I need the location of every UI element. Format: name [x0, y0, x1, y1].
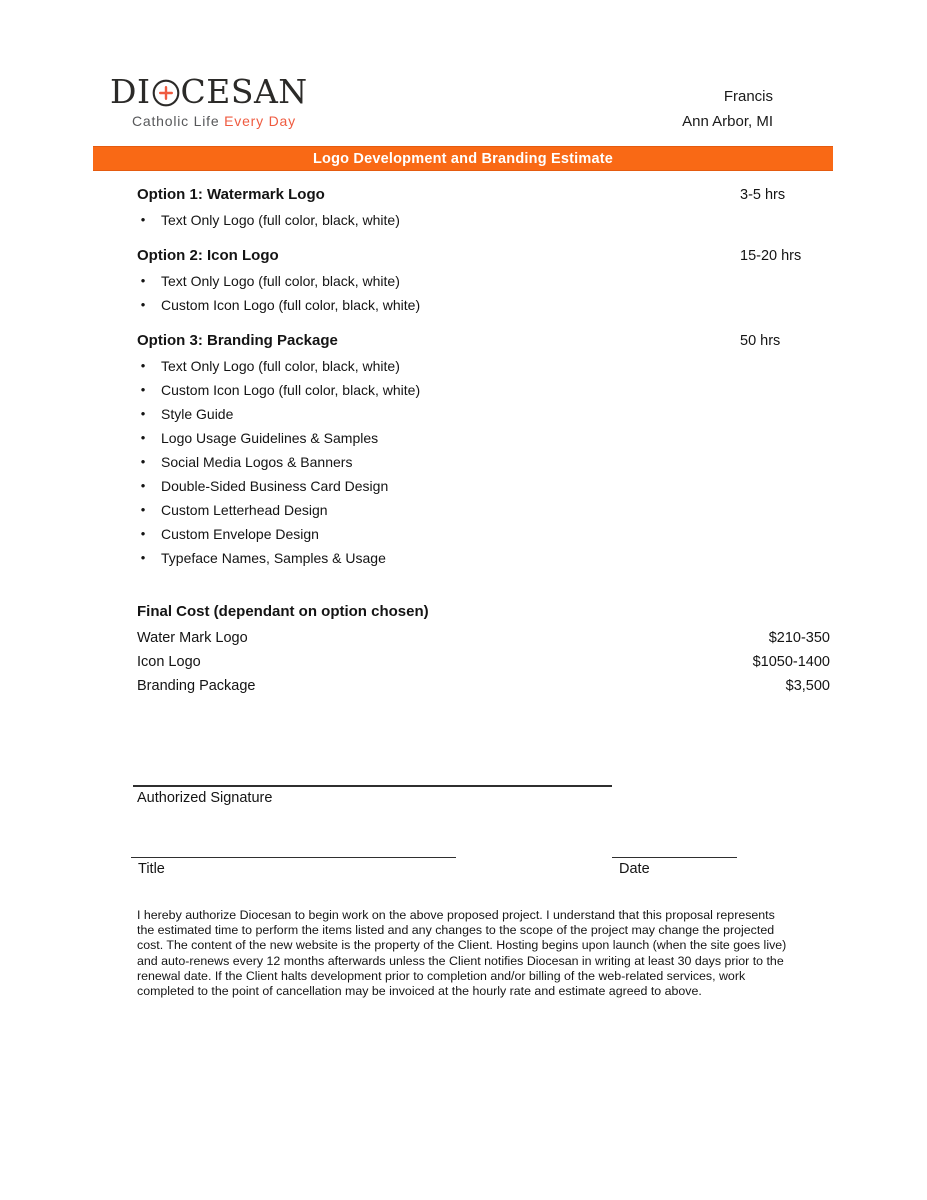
option-items [137, 354, 830, 570]
date-label: Date [619, 861, 650, 877]
bullet-dot-icon: • [140, 273, 146, 288]
bullet-dot-icon: • [140, 454, 146, 469]
title-signature-block [131, 857, 456, 880]
diocesan-logo-wordmark [110, 72, 308, 111]
banner-title: Logo Development and Branding Estimate [312, 150, 614, 167]
final-cost-row [137, 650, 830, 674]
option-section-1 [137, 185, 830, 232]
option-heading-row [137, 331, 830, 351]
option-item [137, 474, 830, 498]
option-item-text: Text Only Logo (full color, black, white) [161, 273, 400, 289]
option-items [137, 208, 830, 232]
logo-tagline [110, 113, 308, 129]
option-item-text: Typeface Names, Samples & Usage [161, 550, 386, 566]
client-info [682, 84, 773, 134]
option-hours: 3-5 hrs [740, 187, 786, 203]
logo-tagline-plain: Catholic Life [132, 113, 225, 129]
title-label: Title [138, 861, 165, 877]
bullet-dot-icon: • [140, 478, 146, 493]
cost-item-label: Water Mark Logo [137, 630, 248, 646]
option-item [137, 426, 830, 450]
option-section-3 [137, 331, 830, 570]
client-name: Francis [723, 88, 773, 105]
cost-item-price: $210-350 [768, 630, 830, 646]
bullet-dot-icon: • [140, 382, 146, 397]
option-item-text: Style Guide [161, 406, 234, 422]
option-item [137, 498, 830, 522]
date-signature-block [612, 857, 737, 880]
option-title: Option 1: Watermark Logo [137, 186, 325, 203]
option-item-text: Custom Letterhead Design [161, 502, 328, 518]
authorized-signature-block [133, 785, 612, 809]
option-item-text: Text Only Logo (full color, black, white) [161, 358, 400, 374]
authorized-signature-label: Authorized Signature [137, 790, 273, 806]
bullet-dot-icon: • [140, 212, 146, 227]
date-line [612, 857, 737, 858]
option-section-2 [137, 246, 830, 317]
option-item [137, 293, 830, 317]
authorized-signature-line [133, 785, 612, 787]
final-cost-rows [137, 626, 830, 698]
bullet-dot-icon: • [140, 502, 146, 517]
authorization-legal-text: I hereby authorize Diocesan to begin work on the above proposed project. I understand that this proposal represents the estimated time to perform the items listed and any changes to the scope of the project may change the projected cost. The content of the new website is the property of the Client. Hosting begins upon launch (when the site goes live) and auto-renews every 12 months afterwards unless the Client notifies Diocesan in writing at least 30 days prior to the renewal date. If the Client halts development prior to completion and/or billing of the web-related services, work completed to the point of cancellation may be invoiced at the hourly rate and estimate agreed to above. [137, 908, 787, 999]
cost-item-price: $3,500 [785, 678, 830, 694]
option-title: Option 2: Icon Logo [137, 247, 279, 264]
bullet-dot-icon: • [140, 358, 146, 373]
bullet-dot-icon: • [140, 430, 146, 445]
option-item [137, 546, 830, 570]
option-item-text: Text Only Logo (full color, black, white) [161, 212, 400, 228]
option-item [137, 402, 830, 426]
option-item-text: Logo Usage Guidelines & Samples [161, 430, 379, 446]
option-item [137, 208, 830, 232]
title-line [131, 857, 456, 858]
final-cost-section [137, 602, 830, 698]
option-hours: 15-20 hrs [740, 248, 802, 264]
option-item-text: Custom Icon Logo (full color, black, white) [161, 382, 421, 398]
option-heading-row [137, 185, 830, 205]
option-item [137, 269, 830, 293]
option-item-text: Custom Icon Logo (full color, black, white) [161, 297, 421, 313]
option-item [137, 378, 830, 402]
option-item [137, 450, 830, 474]
logo-tagline-accent: Every Day [224, 113, 296, 129]
option-items [137, 269, 830, 317]
cost-item-label: Branding Package [137, 678, 256, 694]
final-cost-row [137, 674, 830, 698]
option-item [137, 354, 830, 378]
option-hours: 50 hrs [740, 333, 781, 349]
diocesan-logo [110, 72, 308, 129]
bullet-dot-icon: • [140, 550, 146, 565]
estimate-banner [93, 146, 833, 171]
final-cost-heading: Final Cost (dependant on option chosen) [137, 603, 429, 620]
bullet-dot-icon: • [140, 297, 146, 312]
option-title: Option 3: Branding Package [137, 332, 338, 349]
logo-word-start: DI [110, 72, 151, 111]
final-cost-row [137, 626, 830, 650]
cross-circle-icon [152, 79, 180, 107]
option-heading-row [137, 246, 830, 266]
cost-item-label: Icon Logo [137, 654, 201, 670]
option-item [137, 522, 830, 546]
options-list [137, 185, 830, 570]
logo-word-end: CESAN [180, 72, 308, 111]
option-item-text: Custom Envelope Design [161, 526, 319, 542]
client-location: Ann Arbor, MI [682, 113, 773, 130]
bullet-dot-icon: • [140, 526, 146, 541]
estimate-body [137, 178, 830, 698]
option-item-text: Double-Sided Business Card Design [161, 478, 389, 494]
bullet-dot-icon: • [140, 406, 146, 421]
option-item-text: Social Media Logos & Banners [161, 454, 353, 470]
cost-item-price: $1050-1400 [752, 654, 830, 670]
